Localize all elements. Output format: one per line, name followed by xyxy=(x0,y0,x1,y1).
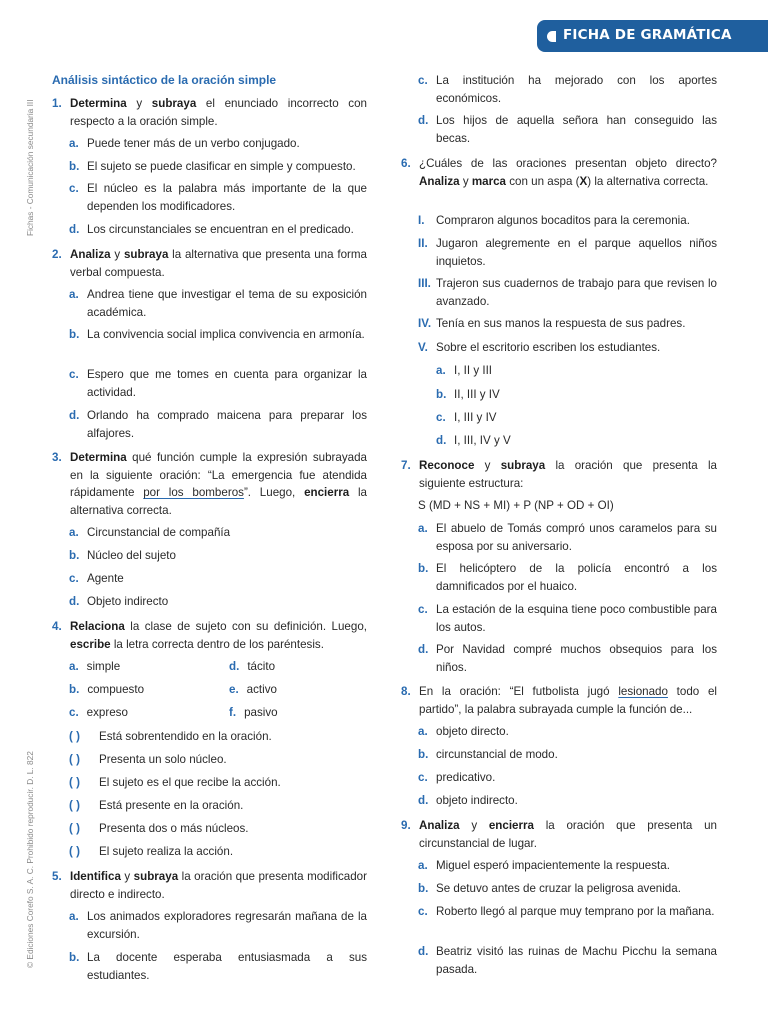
answer-blank[interactable]: ( ) xyxy=(69,753,80,766)
answer-blank[interactable]: ( ) xyxy=(69,799,80,812)
subject-type-d: d. tácito xyxy=(229,660,276,673)
statement: I. Compraron algunos bocaditos para la ceremonia. xyxy=(418,214,690,227)
worksheet-title: Análisis sintáctico de la oración simple xyxy=(52,73,277,87)
option[interactable]: b. Se detuvo antes de cruzar la peligrosa avenida. xyxy=(418,882,681,895)
definition-row: ( ) Presenta dos o más núcleos. xyxy=(69,820,367,838)
question-number: 1. xyxy=(52,97,62,110)
section-header-title: FICHA DE GRAMÁTICA xyxy=(563,27,732,44)
statement: II. Jugaron alegremente en el parque aquellos niños inquietos. xyxy=(418,237,717,268)
side-caption-bottom: © Ediciones Corefo S. A. C. Prohibido reproducir. D. L. 822 xyxy=(25,751,35,968)
option[interactable]: c. Espero que me tomes en cuenta para organizar la actividad. xyxy=(69,368,367,399)
option[interactable]: d. objeto indirecto. xyxy=(418,794,518,807)
option[interactable]: c. Agente xyxy=(69,572,124,585)
subject-type-b: b. compuesto xyxy=(69,683,145,696)
statement: IV. Tenía en sus manos la respuesta de sus padres. xyxy=(418,317,686,330)
section-header-tab xyxy=(537,20,768,52)
answer-blank[interactable]: ( ) xyxy=(69,822,80,835)
option[interactable]: a. objeto directo. xyxy=(418,725,509,738)
option[interactable]: b. El helicóptero de la policía encontró a los damnificados por el huaico. xyxy=(418,562,717,593)
option[interactable]: a. Puede tener más de un verbo conjugado. xyxy=(69,137,300,150)
option[interactable]: c. El núcleo es la palabra más importante de la que dependen los modificadores. xyxy=(69,182,367,213)
option[interactable]: a. Andrea tiene que investigar el tema de su exposición académica. xyxy=(69,288,367,319)
answer-blank[interactable]: ( ) xyxy=(69,730,80,743)
option[interactable]: b. El sujeto se puede clasificar en simple y compuesto. xyxy=(69,160,356,173)
option[interactable]: c. predicativo. xyxy=(418,771,496,784)
statement: III. Trajeron sus cuadernos de trabajo para que revisen lo avanzado. xyxy=(418,277,717,308)
option[interactable]: d. Los hijos de aquella señora han conseguido las becas. xyxy=(418,114,717,145)
definition-row: ( ) El sujeto realiza la acción. xyxy=(69,843,367,861)
answer-blank[interactable]: ( ) xyxy=(69,845,80,858)
subject-type-e: e. activo xyxy=(229,683,277,696)
option[interactable]: b. circunstancial de modo. xyxy=(418,748,558,761)
definition-row: ( ) El sujeto es el que recibe la acción. xyxy=(69,774,367,792)
option[interactable]: d. Los circunstanciales se encuentran en el predicado. xyxy=(69,223,354,236)
definition-row: ( ) Está sobrentendido en la oración. xyxy=(69,728,367,746)
underlined-phrase: por los bomberos xyxy=(143,486,244,500)
subject-type-f: f. pasivo xyxy=(229,706,278,719)
option[interactable]: a. Miguel esperó impacientemente la respuesta. xyxy=(418,859,670,872)
option[interactable]: b. Núcleo del sujeto xyxy=(69,549,176,562)
question-7: 7. Reconoce y subraya la oración que presenta la siguiente estructura: xyxy=(401,459,717,490)
statement: V. Sobre el escritorio escriben los estudiantes. xyxy=(418,341,661,354)
question-3: 3. Determina qué función cumple la expresión subrayada en la siguiente oración: “La emergencia fue atendida rápidamente por los bomberos”. Luego, encierra la alternativa correcta. xyxy=(52,451,367,517)
question-5: 5. Identifica y subraya la oración que presenta modificador directo e indirecto. xyxy=(52,870,367,901)
subject-type-c: c. expreso xyxy=(69,706,128,719)
option[interactable]: a. I, II y III xyxy=(436,364,493,377)
option[interactable]: a. El abuelo de Tomás compró unos caramelos para su esposa por su aniversario. xyxy=(418,522,717,553)
question-4: 4. Relaciona la clase de sujeto con su definición. Luego, escribe la letra correcta dentro de los paréntesis. xyxy=(52,620,367,651)
underlined-word: lesionado xyxy=(618,685,668,698)
option[interactable]: b. La docente esperaba entusiasmada a sus estudiantes. xyxy=(69,951,367,982)
option[interactable]: b. La convivencia social implica convivencia en armonía. xyxy=(69,328,365,341)
half-circle-icon xyxy=(547,31,556,42)
definition-row: ( ) Está presente en la oración. xyxy=(69,797,367,815)
option[interactable]: c. I, III y IV xyxy=(436,411,497,424)
option[interactable]: a. Los animados exploradores regresarán mañana de la excursión. xyxy=(69,910,367,941)
option[interactable]: c. La institución ha mejorado con los aportes económicos. xyxy=(418,74,717,105)
question-9: 9. Analiza y encierra la oración que presenta un circunstancial de lugar. xyxy=(401,819,717,850)
question-1: 1. Determina y subraya el enunciado incorrecto con respecto a la oración simple. xyxy=(52,97,367,128)
option[interactable]: c. Roberto llegó al parque muy temprano por la mañana. xyxy=(418,905,715,918)
structure-formula: S (MD + NS + MI) + P (NP + OD + OI) xyxy=(418,499,614,512)
question-8: 8. En la oración: “El futbolista jugó lesionado todo el partido”, la palabra subrayada cumple la función de... xyxy=(401,685,717,716)
question-6: 6. ¿Cuáles de las oraciones presentan objeto directo? Analiza y marca con un aspa (X) la alternativa correcta. xyxy=(401,157,717,188)
answer-blank[interactable]: ( ) xyxy=(69,776,80,789)
option[interactable]: a. Circunstancial de compañía xyxy=(69,526,231,539)
definition-row: ( ) Presenta un solo núcleo. xyxy=(69,751,367,769)
option[interactable]: d. Por Navidad compré muchos obsequios para los niños. xyxy=(418,643,717,674)
option[interactable]: d. Objeto indirecto xyxy=(69,595,169,608)
option[interactable]: d. Beatriz visitó las ruinas de Machu Picchu la semana pasada. xyxy=(418,945,717,976)
option[interactable]: c. La estación de la esquina tiene poco combustible para los autos. xyxy=(418,603,717,634)
option[interactable]: b. II, III y IV xyxy=(436,388,500,401)
option[interactable]: d. I, III, IV y V xyxy=(436,434,511,447)
question-2: 2. Analiza y subraya la alternativa que presenta una forma verbal compuesta. xyxy=(52,248,367,279)
side-caption-top: Fichas - Comunicación secundaria III xyxy=(25,99,35,236)
option[interactable]: d. Orlando ha comprado maicena para preparar los alfajores. xyxy=(69,409,367,440)
subject-type-a: a. simple xyxy=(69,660,121,673)
